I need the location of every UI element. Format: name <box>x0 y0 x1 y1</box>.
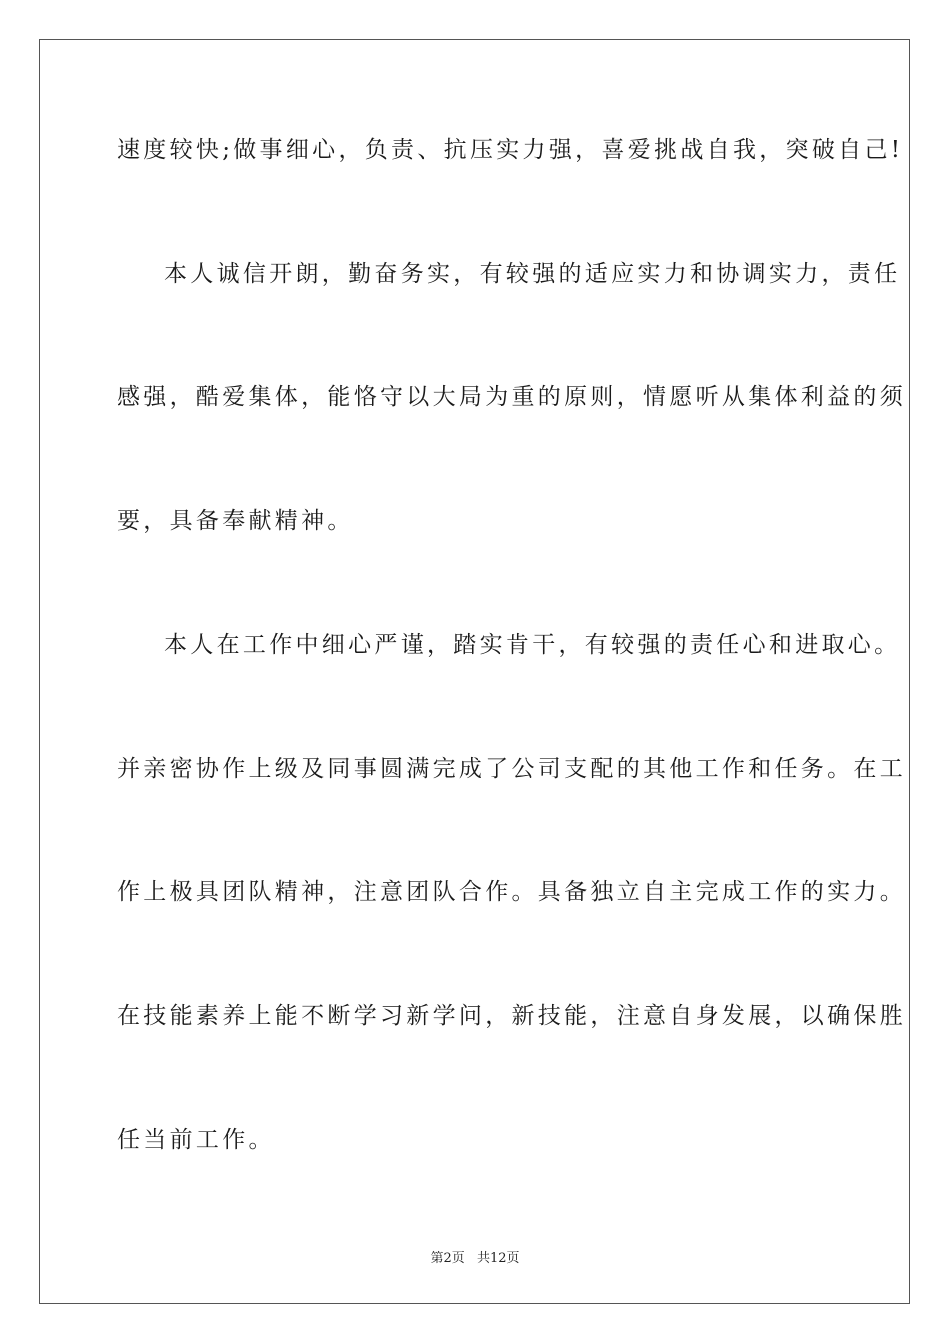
text-line: 速度较快;做事细心，负责、抗压实力强，喜爱挑战自我，突破自己! <box>117 137 904 163</box>
page-number: 第2页 <box>430 1251 465 1266</box>
page-border <box>39 39 910 1304</box>
text-line: 在技能素养上能不断学习新学问，新技能，注意自身发展，以确保胜 <box>117 1003 906 1029</box>
page-footer <box>0 1247 950 1266</box>
text-line: 要，具备奉献精神。 <box>117 508 354 534</box>
text-line: 并亲密协作上级及同事圆满完成了公司支配的其他工作和任务。在工 <box>117 756 906 782</box>
text-line: 作上极具团队精神，注意团队合作。具备独立自主完成工作的实力。 <box>117 879 906 905</box>
text-line: 任当前工作。 <box>117 1127 275 1153</box>
text-line: 感强，酷爱集体，能恪守以大局为重的原则，情愿听从集体利益的须 <box>117 384 906 410</box>
paragraph-start-line: 本人在工作中细心严谨，踏实肯干，有较强的责任心和进取心。 <box>164 632 901 658</box>
paragraph-start-line: 本人诚信开朗，勤奋务实，有较强的适应实力和协调实力，责任 <box>164 261 901 287</box>
total-pages: 共12页 <box>476 1251 520 1266</box>
